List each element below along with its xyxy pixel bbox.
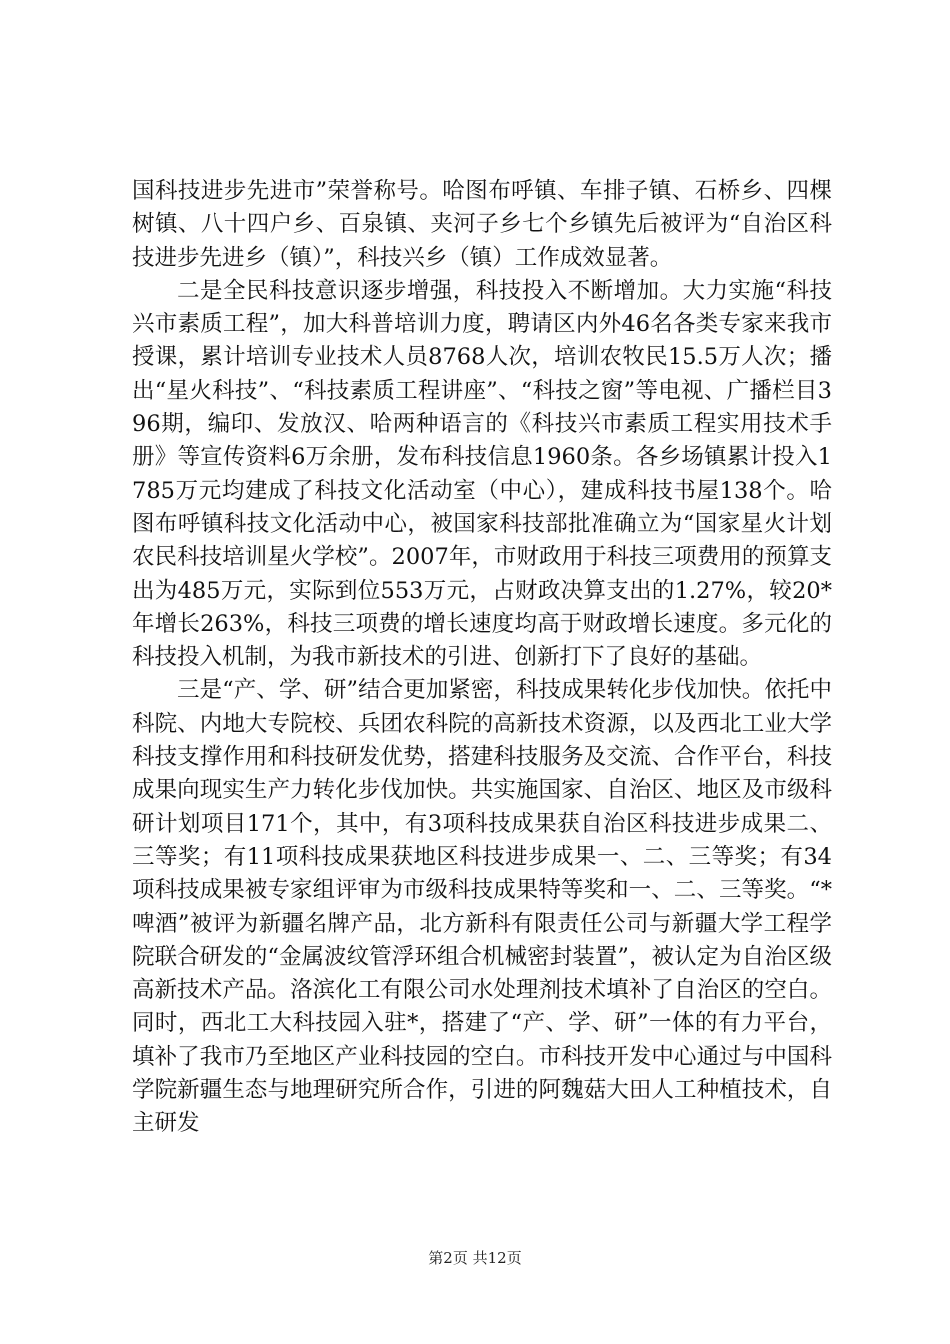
document-body bbox=[132, 175, 832, 1141]
paragraph-1: 国科技进步先进市”荣誉称号。哈图布呼镇、车排子镇、石桥乡、四棵树镇、八十四户乡、百泉镇、夹河子乡七个乡镇先后被评为“自治区科技进步先进乡（镇）”，科技兴乡（镇）工作成效显著。 bbox=[132, 178, 832, 271]
paragraph-3: 三是“产、学、研”结合更加紧密，科技成果转化步伐加快。依托中科院、内地大专院校、兵团农科院的高新技术资源，以及西北工业大学科技支撑作用和科技研发优势，搭建科技服务及交流、合作平台，科技成果向现实生产力转化步伐加快。共实施国家、自治区、地区及市级科研计划项目171个，其中，有3项科技成果获自治区科技进步成果二、三等奖；有11项科技成果获地区科技进步成果一、二、三等奖；有34项科技成果被专家组评审为市级科技成果特等奖和一、二、三等奖。“*啤酒”被评为新疆名牌产品，北方新科有限责任公司与新疆大学工程学院联合研发的“金属波纹管浮环组合机械密封装置”，被认定为自治区级高新技术产品。洛滨化工有限公司水处理剂技术填补了自治区的空白。同时，西北工大科技园入驻*，搭建了“产、学、研”一体的有力平台，填补了我市乃至地区产业科技园的空白。市科技开发中心通过与中国科学院新疆生态与地理研究所合作，引进的阿魏菇大田人工种植技术，自主研发 bbox=[132, 677, 832, 1137]
page-footer: 第2页 共12页 bbox=[428, 1249, 522, 1267]
paragraph-2: 二是全民科技意识逐步增强，科技投入不断增加。大力实施“科技兴市素质工程”，加大科普培训力度，聘请区内外46名各类专家来我市授课，累计培训专业技术人员8768人次，培训农牧民15.5万人次；播出“星火科技”、“科技素质工程讲座”、“科技之窗”等电视、广播栏目396期，编印、发放汉、哈两种语言的《科技兴市素质工程实用技术手册》等宣传资料6万余册，发布科技信息1960条。各乡场镇累计投入1785万元均建成了科技文化活动室（中心），建成科技书屋138个。哈图布呼镇科技文化活动中心，被国家科技部批准确立为“国家星火计划农民科技培训星火学校”。2007年，市财政用于科技三项费用的预算支出为485万元，实际到位553万元，占财政决算支出的1.27%，较20*年增长263%，科技三项费的增长速度均高于财政增长速度。多元化的科技投入机制，为我市新技术的引进、创新打下了良好的基础。 bbox=[132, 277, 832, 671]
